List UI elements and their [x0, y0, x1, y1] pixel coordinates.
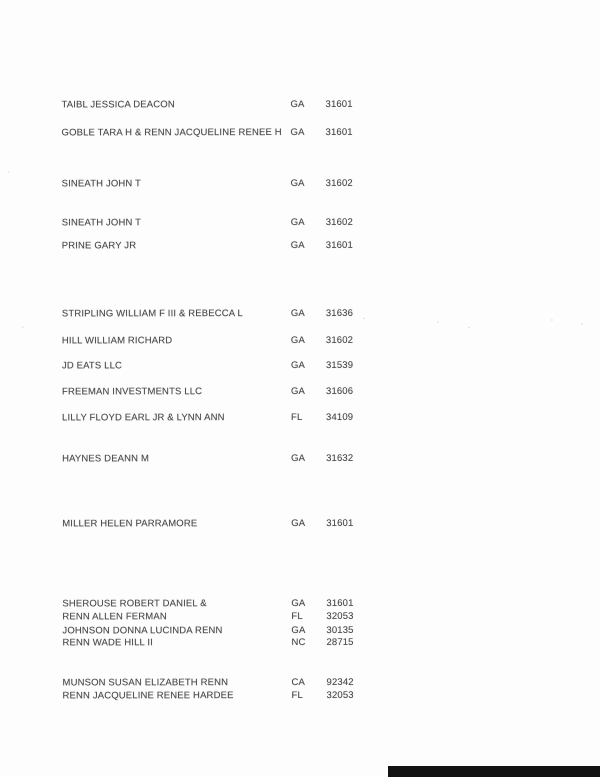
scan-speck — [551, 320, 553, 321]
state-code: GA — [290, 177, 305, 190]
record-row — [1, 676, 600, 689]
state-code: GA — [291, 624, 306, 637]
record-row — [0, 98, 600, 111]
record-row — [0, 517, 600, 530]
owner-name: SINEATH JOHN T — [61, 178, 141, 190]
record-row — [0, 359, 600, 372]
zip-code: 34109 — [326, 411, 354, 423]
scan-speck — [363, 318, 365, 319]
state-code: CA — [291, 676, 306, 689]
state-code: NC — [291, 636, 306, 649]
record-row — [0, 636, 600, 649]
record-row — [0, 177, 600, 190]
owner-name: SINEATH JOHN T — [61, 217, 142, 229]
state-code: GA — [290, 334, 305, 347]
record-row — [0, 334, 600, 347]
state-code: GA — [290, 126, 305, 139]
record-row — [0, 239, 600, 252]
zip-code: 92342 — [326, 676, 354, 688]
zip-code: 31601 — [325, 126, 353, 138]
zip-code: 31539 — [325, 359, 354, 371]
state-code: GA — [290, 385, 306, 398]
zip-code: 32053 — [326, 610, 354, 622]
record-row — [1, 689, 600, 702]
owner-name: MUNSON SUSAN ELIZABETH RENN — [62, 677, 229, 689]
scan-speck — [8, 172, 10, 173]
zip-code: 31606 — [325, 385, 354, 397]
zip-code: 31601 — [325, 98, 353, 110]
owner-name: LILLY FLOYD EARL JR & LYNN ANN — [62, 412, 225, 424]
state-code: GA — [291, 517, 306, 530]
zip-code: 31601 — [326, 517, 354, 529]
state-code: FL — [291, 689, 303, 702]
state-code: GA — [290, 239, 305, 252]
zip-code: 31602 — [325, 216, 353, 228]
scan-speck — [437, 322, 439, 323]
record-row — [0, 624, 600, 637]
record-row — [0, 126, 600, 139]
owner-name: GOBLE TARA H & RENN JACQUELINE RENEE H — [61, 127, 282, 139]
owner-name: STRIPLING WILLIAM F III & REBECCA L — [61, 308, 243, 320]
zip-code: 30135 — [326, 624, 354, 636]
zip-code: 28715 — [326, 636, 354, 648]
state-code: GA — [291, 452, 306, 465]
owner-name: TAIBL JESSICA DEACON — [61, 99, 175, 111]
owner-name: RENN WADE HILL II — [62, 637, 153, 649]
scanner-artifact-bar — [388, 766, 600, 777]
record-row — [0, 597, 600, 610]
scan-speck — [468, 327, 470, 328]
owner-name: JOHNSON DONNA LUCINDA RENN — [62, 625, 223, 637]
state-code: GA — [290, 307, 305, 320]
owner-name: SHEROUSE ROBERT DANIEL & — [62, 598, 207, 610]
state-code: GA — [290, 98, 305, 111]
owner-name: PRINE GARY JR — [61, 240, 137, 252]
record-row — [0, 610, 600, 623]
state-code: GA — [291, 597, 306, 610]
state-code: GA — [290, 359, 306, 372]
owner-name: HILL WILLIAM RICHARD — [61, 335, 173, 347]
owner-name: RENN JACQUELINE RENEE HARDEE — [62, 690, 234, 702]
owner-name: HAYNES DEANN M — [62, 453, 150, 465]
zip-code: 31636 — [325, 307, 354, 319]
scan-speck — [22, 326, 24, 327]
zip-code: 31601 — [326, 597, 354, 609]
record-row — [0, 452, 600, 465]
record-row — [0, 216, 600, 229]
state-code: FL — [291, 411, 303, 424]
scan-speck — [581, 324, 583, 325]
record-row — [0, 385, 600, 398]
zip-code: 31601 — [325, 239, 353, 251]
zip-code: 31632 — [326, 452, 354, 464]
record-row — [0, 411, 600, 424]
state-code: GA — [290, 216, 305, 229]
zip-code: 32053 — [326, 689, 354, 701]
state-code: FL — [291, 610, 303, 623]
owner-name: JD EATS LLC — [61, 360, 123, 372]
record-row — [0, 307, 600, 320]
owner-name: FREEMAN INVESTMENTS LLC — [61, 386, 203, 398]
zip-code: 31602 — [325, 177, 353, 189]
owner-name: MILLER HELEN PARRAMORE — [62, 518, 198, 530]
owner-name: RENN ALLEN FERMAN — [62, 611, 167, 623]
zip-code: 31602 — [325, 334, 354, 346]
